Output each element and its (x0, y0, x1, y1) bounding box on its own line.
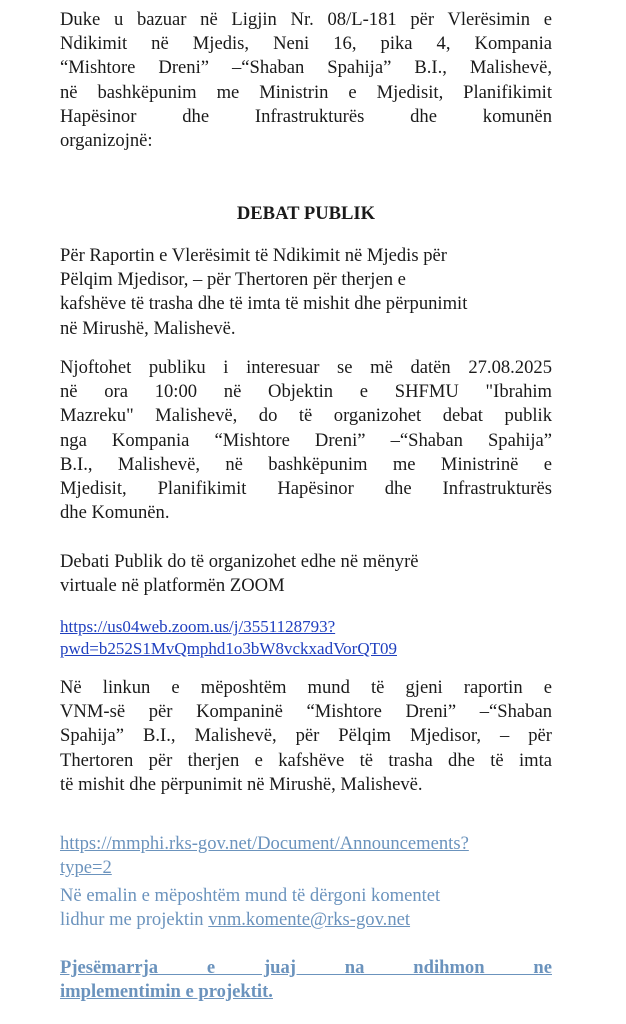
page-title: DEBAT PUBLIK (236, 203, 376, 224)
report-line: Pëlqim Mjedisor, – për Thertoren për therjen e (60, 269, 406, 291)
email-prefix: lidhur me projektin (60, 909, 209, 931)
email-line: Në emalin e mëposhtëm mund të dërgoni komentet (60, 885, 441, 906)
notice-line: B.I., Malishevë, në bashkëpunim me Ministrinë e (60, 453, 552, 475)
closing-line[interactable]: implementimin e projektit. (60, 981, 273, 1003)
ministry-link-line[interactable]: type=2 (60, 857, 112, 879)
notice-line: Mazreku" Malishevë, do të organizohet debat publik (60, 405, 552, 427)
intro-line: Hapësinor dhe Infrastrukturës dhe komunën (60, 105, 552, 127)
ministry-link[interactable] (60, 832, 552, 880)
ministry-link-line[interactable]: https://mmphi.rks-gov.net/Document/Announcements? (60, 833, 469, 854)
report-line: Për Raportin e Vlerësimit të Ndikimit në Mjedis për (60, 245, 447, 266)
virtual-line: virtuale në platformën ZOOM (60, 575, 285, 597)
report-line: në Mirushë, Malishevë. (60, 317, 236, 339)
intro-paragraph (60, 8, 552, 153)
report-link-line: VNM-së për Kompaninë “Mishtore Dreni” –“Shaban (60, 701, 552, 723)
report-link-line: Spahija” B.I., Malishevë, për Pëlqim Mjedisor, – për (60, 725, 552, 747)
intro-line: organizojnë: (60, 130, 153, 152)
notice-line: Njoftohet publiku i interesuar se më datën 27.08.2025 (60, 357, 552, 378)
closing-paragraph[interactable] (60, 956, 552, 1004)
email-paragraph (60, 884, 552, 932)
notice-line: nga Kompania “Mishtore Dreni” –“Shaban Spahija” (60, 429, 552, 451)
report-link-paragraph (60, 676, 552, 797)
notice-line: dhe Komunën. (60, 502, 170, 524)
report-link-line: Në linkun e mëposhtëm mund të gjeni raportin e (60, 677, 552, 698)
intro-line: Duke u bazuar në Ligjin Nr. 08/L-181 për Vlerësimin e (60, 9, 552, 30)
intro-line: Ndikimit në Mjedis, Neni 16, pika 4, Kompania (60, 33, 552, 55)
notice-line: Mjedisit, Planifikimit Hapësinor dhe Infrastrukturës (60, 478, 552, 500)
intro-line: “Mishtore Dreni” –“Shaban Spahija” B.I., Malishevë, (60, 57, 552, 79)
notice-line: në ora 10:00 në Objektin e SHFMU "Ibrahim (60, 381, 552, 403)
email-line (60, 908, 552, 932)
closing-line[interactable]: Pjesëmarrja e juaj na ndihmon ne (60, 957, 552, 978)
notice-paragraph (60, 356, 552, 525)
email-link[interactable]: vnm.komente@rks-gov.net (208, 909, 411, 931)
report-link-line: të mishit dhe përpunimit në Mirushë, Malishevë. (60, 773, 423, 795)
zoom-link[interactable] (60, 616, 552, 660)
virtual-line: Debati Publik do të organizohet edhe në mënyrë (60, 551, 419, 572)
report-paragraph (60, 244, 552, 341)
zoom-link-line[interactable]: pwd=b252S1MvQmphd1o3bW8vckxadVorQT09 (60, 639, 397, 658)
zoom-link-line[interactable]: https://us04web.zoom.us/j/3551128793? (60, 617, 336, 636)
report-line: kafshëve të trasha dhe të imta të mishit dhe përpunimit (60, 293, 468, 315)
report-link-line: Thertoren për therjen e kafshëve të trasha dhe të imta (60, 749, 552, 771)
virtual-paragraph (60, 550, 552, 598)
intro-line: në bashkëpunim me Ministrin e Mjedisit, Planifikimit (60, 81, 552, 103)
